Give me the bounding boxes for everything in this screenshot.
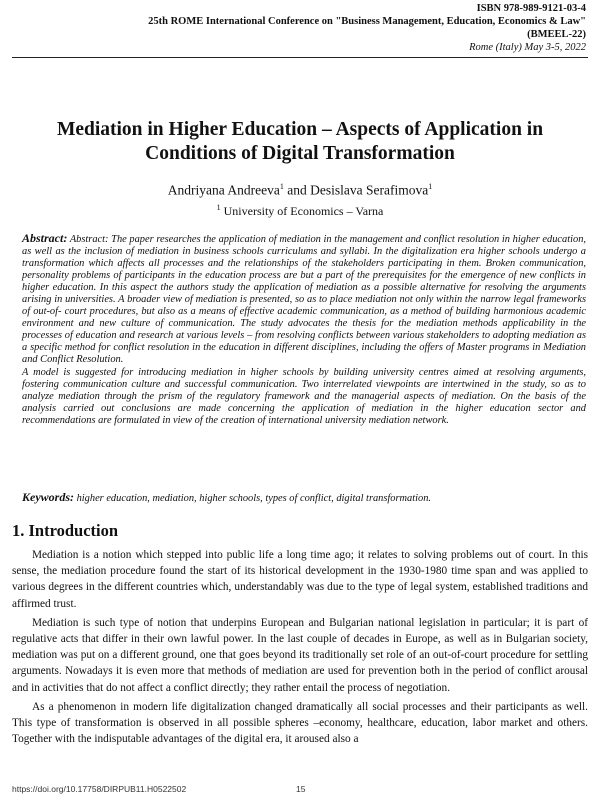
keywords-text: higher education, mediation, higher schools, types of conflict, digital transformation. bbox=[74, 493, 432, 504]
conference-abbreviation: (BMEEL-22) bbox=[527, 29, 586, 40]
keywords bbox=[22, 490, 586, 505]
body-paragraph-3: As a phenomenon in modern life digitalization changed dramatically all social processes and their participants as well. This type of transformation is observed in all possible spheres –economy, healthcare, education, labor market and others. Together with the indisputable advantages of the digital era, it aroused also a bbox=[12, 700, 588, 746]
affiliation-mark: 1 bbox=[216, 203, 221, 212]
conference-location-date: Rome (Italy) May 3-5, 2022 bbox=[469, 42, 586, 53]
page-number: 15 bbox=[296, 784, 306, 794]
author-2: Desislava Serafimova bbox=[310, 182, 429, 198]
affiliation-text: University of Economics – Varna bbox=[223, 204, 384, 218]
doi-link[interactable]: https://doi.org/10.17758/DIRPUB11.H0522502 bbox=[12, 784, 187, 794]
keywords-label: Keywords: bbox=[22, 490, 74, 504]
abstract-paragraph-1 bbox=[22, 232, 586, 367]
abstract-paragraph-2: A model is suggested for introducing mediation in higher schools by building university centres aimed at resolving arguments, fostering communication culture and successful communication. Two interrelated viewpoints are intertwined in the study, so as to analyze mediation through the prism of the regulatory framework and the managerial aspects of mediation. On the basis of the analysis carried out conclusions are made concerning the application of mediation in the higher education sector and recommendations are formulated in view of the creation of international university mediation network. bbox=[22, 366, 586, 426]
body-paragraph-1: Mediation is a notion which stepped into public life a long time ago; it relates to solving problems out of court. In this sense, the mediation procedure found the start of its historical development in the 1930-1980 time span and was applied to various degrees in the different countries which, understandably was due to the type of legal system, established traditions and affirmed trust. bbox=[12, 549, 588, 610]
paper-title bbox=[20, 118, 580, 166]
author-separator: and bbox=[283, 182, 311, 198]
affiliation bbox=[0, 203, 600, 219]
abstract-colon: : bbox=[63, 231, 68, 245]
header-divider bbox=[12, 57, 588, 58]
authors bbox=[0, 182, 600, 199]
title-line-2: Conditions of Digital Transformation bbox=[145, 143, 455, 164]
abstract bbox=[22, 232, 586, 427]
section-heading: 1. Introduction bbox=[12, 521, 119, 540]
author-1: Andriyana Andreeva bbox=[167, 182, 280, 198]
isbn: ISBN 978-989-9121-03-4 bbox=[476, 3, 586, 14]
abstract-label: Abstract bbox=[22, 231, 64, 245]
title-line-1: Mediation in Higher Education – Aspects of Application in bbox=[56, 119, 544, 140]
body-paragraph-2: Mediation is such type of notion that underpins European and Bulgarian national legislation in particular; it is part of regulative acts that differ in their own lawful power. In the last couple of decades in Europe, as well as in Bulgarian society, mediation was put on a different ground, one that goes beyond its traditionally set role of an out-of-court procedure for settling arguments. Nowadays it is even more that methods of mediation are used for prevention both in the period of conflict arousal and in activities that do not affect a conflict directly; they rather entail the process of negotiation. bbox=[12, 616, 588, 694]
conference-name: 25th ROME International Conference on "Business Management, Education, Economics & Law" bbox=[148, 16, 586, 27]
author-1-mark: 1 bbox=[279, 182, 284, 191]
abstract-text-1: Abstract: The paper researches the application of mediation in the management and conflict resolution in higher education, as well as the inclusion of mediation in business schools curriculums and syllabi. In the digitalization era higher schools undergo a transformation which affects all processes and the relationships of the stakeholders participating in them. Broken communication, personality problems of participants in the education process are but a part of the prerequisites for the emergence of new conflicts in higher education. In this aspect the authors study the application of mediation as a possible alternative for resolving the arguments arising in universities. A broader view of mediation is presented, so as to place mediation not only within the narrow legal frameworks of out-of- court procedures, but also as a means of effective academic communication, as a method of building harmonious academic environment and new culture of communication. The study advocates the thesis for the mediation methods applicability in the processes of education and research at various levels – from resolving conflicts between various stakeholders to adopting mediation as a specific method for conflict resolution in the education in different disciplines, including the offers of Master programs in Mediation and Conflict Resolution. bbox=[22, 234, 586, 366]
author-2-mark: 1 bbox=[428, 182, 433, 191]
section-body bbox=[12, 547, 588, 747]
